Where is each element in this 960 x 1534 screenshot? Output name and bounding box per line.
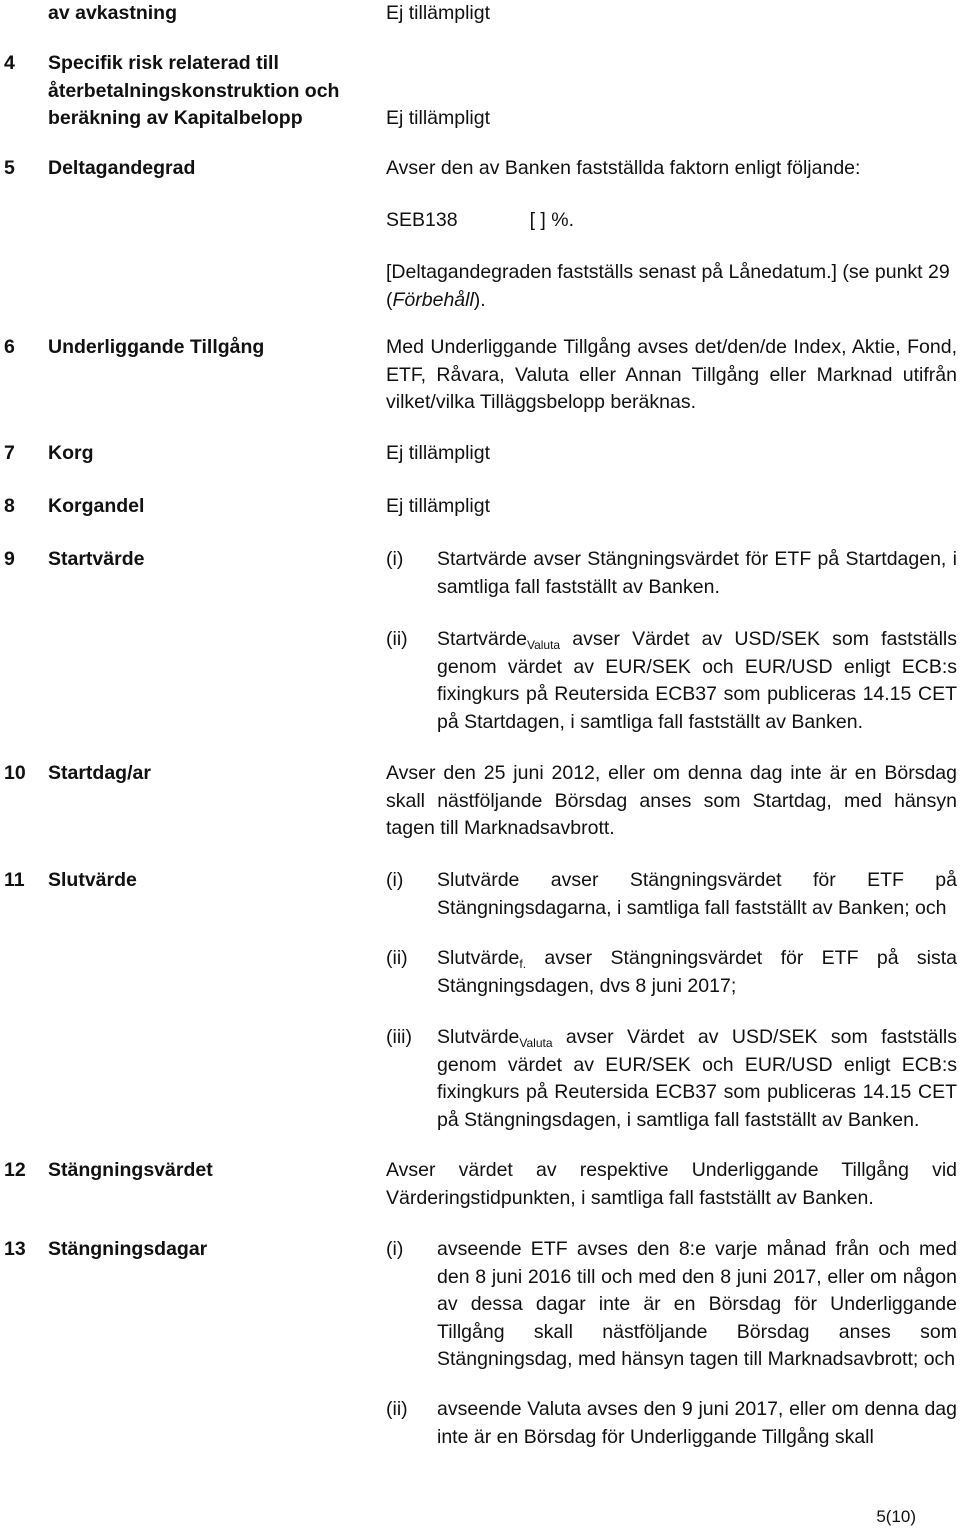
row-number: 12 [4,1159,26,1181]
item-text [437,945,957,1000]
row-label: Stängningsvärdet [48,1159,213,1181]
item-term: Slutvärde [437,947,520,969]
row-label: Korgandel [48,495,145,517]
row-value: Ej tillämpligt [386,2,491,24]
item-marker: (ii) [386,947,408,969]
item-body: avser Värdet av USD/SEK som fastställs genom värdet av EUR/SEK och EUR/USD enligt ECB:s fixingkurs på Reutersida ECB37 som publiceras 14.15 CET på Startdagen, i samtliga fall fastställt av Banken. [437,628,957,733]
item-subscript: Valuta [526,638,561,652]
item-term: Startvärde [437,628,527,650]
item-subscript: Valuta [519,1036,553,1050]
seb-line [386,207,957,235]
row-value: Ej tillämpligt [386,495,491,517]
item-text: Slutvärde avser Stängningsvärdet för ETF på Stängningsdagarna, i samtliga fall fastställt av Banken; och [437,869,957,919]
row-label-line: återbetalningskonstruktion och [48,79,340,102]
item-subscript: f. [519,957,527,971]
item-text: avseende Valuta avses den 9 juni 2017, eller om denna dag inte är en Börsdag för Underliggande Tillgång skall [437,1398,957,1448]
row-label-line: Specifik risk relaterad till [48,52,279,74]
row-number: 4 [4,52,15,74]
row-number: 10 [4,762,26,784]
seb-code: SEB138 [386,209,458,231]
row-label [48,50,378,133]
row-number: 7 [4,442,15,464]
item-marker: (i) [386,548,404,570]
row-value: Avser den av Banken fastställda faktorn enligt följande: [386,157,861,179]
note-italic: Förbehåll [392,288,474,311]
item-marker: (iii) [386,1026,412,1048]
item-text: Startvärde avser Stängningsvärdet för ETF på Startdagen, i samtliga fall fastställt av Banken. [437,548,957,598]
row-label: av avkastning [48,2,177,24]
item-marker: (ii) [386,1398,408,1420]
row-number: 8 [4,495,15,517]
row-number: 9 [4,548,15,570]
row-value: Avser värdet av respektive Underliggande Tillgång vid Värderingstidpunkten, i samtliga fall fastställt av Banken. [386,1159,957,1209]
item-body: avser Värdet av USD/SEK som fastställs genom värdet av EUR/SEK och EUR/USD enligt ECB:s fixingkurs på Reutersida ECB37 som publiceras 14.15 CET på Stängningsdagen, i samtliga fall fastställt av Banken. [437,1026,957,1131]
row-value: Med Underliggande Tillgång avses det/den/de Index, Aktie, Fond, ETF, Råvara, Valuta eller Annan Tillgång eller Marknad utifrån vilket/vilka Tilläggsbelopp beräknas. [386,336,957,413]
row-number: 6 [4,336,15,358]
row-label: Underliggande Tillgång [48,336,265,358]
row-number: 13 [4,1238,26,1260]
row-label: Slutvärde [48,869,137,891]
item-text [437,1024,957,1134]
item-text [437,626,957,736]
row-label: Startdag/ar [48,762,151,784]
row-number: 11 [4,869,25,891]
row-label-line: beräkning av Kapitalbelopp [48,107,303,129]
item-marker: (i) [386,1238,404,1260]
item-body: avser Stängningsvärdet för ETF på sista Stängningsdagen, dvs 8 juni 2017; [437,947,957,997]
item-marker: (ii) [386,628,408,650]
row-label: Startvärde [48,548,145,570]
row-label: Korg [48,442,94,464]
item-term: Slutvärde [437,1026,520,1048]
item-marker: (i) [386,869,404,891]
deltagande-note [386,259,957,314]
row-label: Stängningsdagar [48,1238,208,1260]
note-line: (Förbehåll). [386,288,486,311]
row-value: Ej tillämpligt [386,107,491,129]
row-number: 5 [4,157,15,179]
seb-value: [ ] %. [529,209,574,231]
row-value: Avser den 25 juni 2012, eller om denna dag inte är en Börsdag skall nästföljande Börsdag anses som Startdag, med hänsyn tagen till Marknadsavbrott. [386,762,957,839]
note-line: [Deltagandegraden fastställs senast på Lånedatum.] (se punkt 29 [386,261,950,283]
row-label: Deltagandegrad [48,157,196,179]
item-text: avseende ETF avses den 8:e varje månad från och med den 8 juni 2016 till och med den 8 juni 2017, eller om någon av dessa dagar inte är en Börsdag för Underliggande Tillgång skall nästföljande Börsdag anses som Stängningsdag, med hänsyn tagen till Marknadsavbrott; och [437,1238,957,1370]
page-number: 5(10) [876,1507,916,1526]
row-value: Ej tillämpligt [386,442,491,464]
